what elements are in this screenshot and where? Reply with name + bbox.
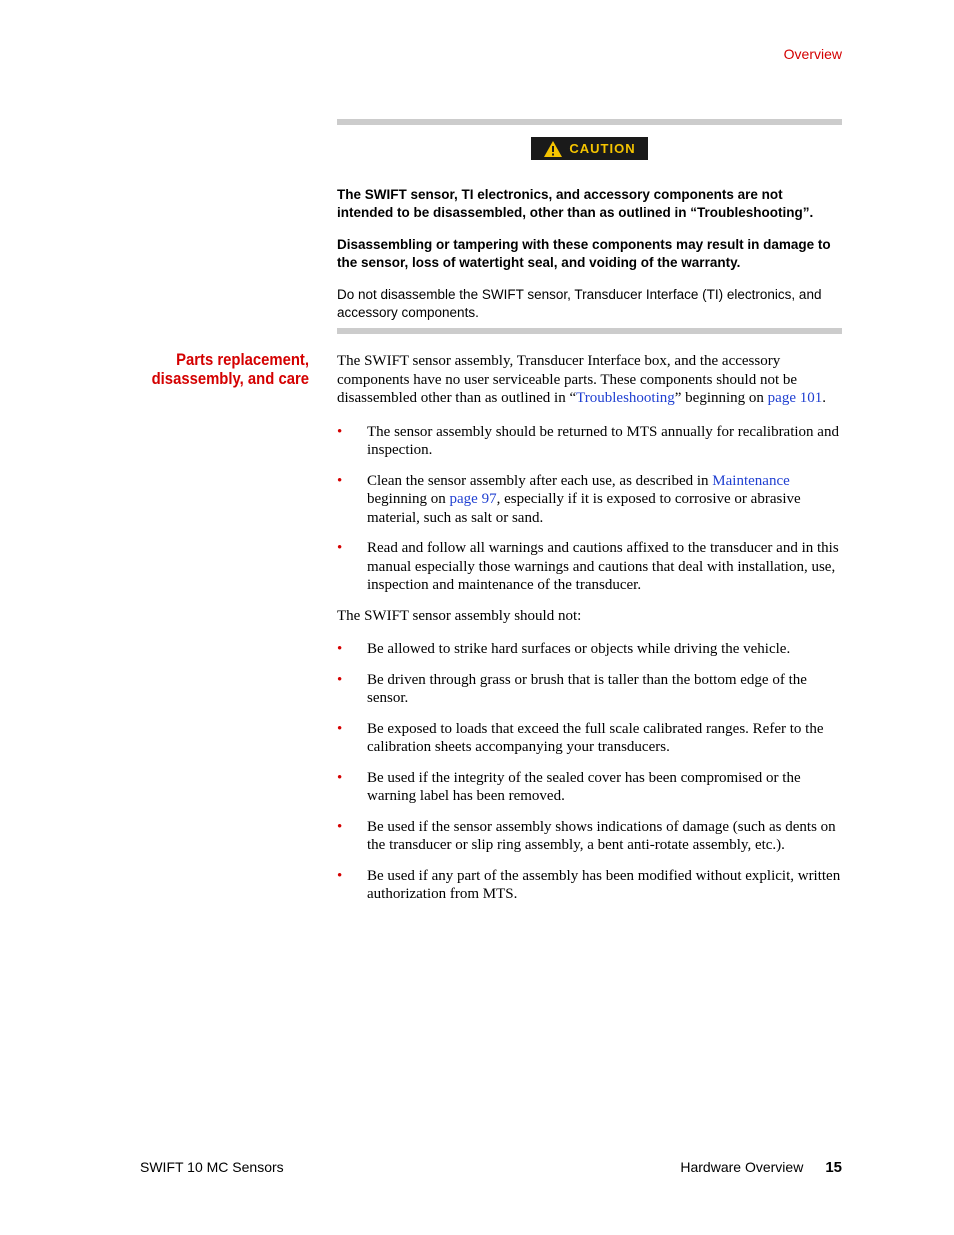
intro-text-c: . — [822, 390, 826, 406]
footer-chapter-title: Hardware Overview — [680, 1159, 804, 1175]
intro-paragraph — [337, 352, 842, 408]
page-number: 15 — [825, 1159, 842, 1176]
caution-top-rule — [337, 119, 842, 125]
list-item — [337, 472, 842, 528]
maintenance-link[interactable]: Maintenance — [712, 472, 790, 489]
list-item — [337, 539, 842, 595]
page-97-link[interactable]: page 97 — [449, 491, 497, 507]
caution-paragraph-3: Do not disassemble the SWIFT sensor, Transducer Interface (TI) electronics, and accessory components. — [337, 287, 822, 320]
caution-paragraph-2: Disassembling or tampering with these components may result in damage to the sensor, loss of watertight seal, and voiding of the warranty. — [337, 237, 831, 270]
section-heading-line-1: Parts replacement, — [176, 351, 309, 369]
list-item-text: Read and follow all warnings and cautions affixed to the transducer and in this manual especially those warnings and cautions that deal with installation, use, inspection and maintenance of the transducer. — [367, 540, 839, 593]
troubleshooting-link[interactable]: Troubleshooting — [576, 390, 675, 406]
warning-triangle-icon — [543, 140, 563, 158]
list-item — [337, 423, 842, 460]
bullet-icon: • — [337, 423, 343, 440]
page-101-link[interactable]: page 101 — [767, 390, 823, 406]
section-body — [337, 352, 842, 916]
caution-body — [337, 186, 842, 336]
list-item-text: Be driven through grass or brush that is taller than the bottom edge of the sensor. — [367, 671, 807, 706]
footer-document-title: SWIFT 10 MC Sensors — [140, 1159, 284, 1175]
list-item — [337, 769, 842, 806]
list-item — [337, 818, 842, 855]
bullet-icon: • — [337, 671, 343, 688]
footer-chapter — [680, 1159, 842, 1176]
bullet-icon: • — [337, 540, 343, 556]
list-item — [337, 867, 842, 904]
intro-text-b: ” beginning on — [674, 390, 768, 406]
list-item-text: Be exposed to loads that exceed the full scale calibrated ranges. Refer to the calibration sheets accompanying your transducers. — [367, 720, 824, 755]
should-not-list — [337, 640, 842, 904]
caution-badge — [531, 137, 648, 160]
list-item-text: Be used if the sensor assembly shows indications of damage (such as dents on the transducer or slip ring assembly, a bent anti-rotate assembly, etc.). — [367, 818, 836, 853]
caution-bottom-rule — [337, 328, 842, 334]
section-heading — [139, 351, 309, 389]
bullet-icon: • — [337, 867, 343, 884]
list-item — [337, 640, 842, 659]
bullet-icon: • — [337, 818, 343, 835]
list-item-text: The sensor assembly should be returned to MTS annually for recalibration and inspection. — [367, 423, 839, 458]
bullet-icon: • — [337, 720, 343, 737]
list-item-text: Be used if the integrity of the sealed cover has been compromised or the warning label has been removed. — [367, 769, 801, 804]
bullet-icon: • — [337, 641, 343, 657]
caution-label: CAUTION — [569, 141, 636, 156]
caution-paragraph-1: The SWIFT sensor, TI electronics, and accessory components are not intended to be disassembled, other than as outlined in “Troubleshooting”. — [337, 187, 814, 220]
list-item — [337, 671, 842, 708]
bullet-icon: • — [337, 769, 343, 786]
section-heading-line-2: disassembly, and care — [151, 370, 309, 388]
list-item-text-b: beginning on — [367, 491, 450, 507]
running-header-section: Overview — [783, 46, 842, 62]
list-item-text: Be used if any part of the assembly has been modified without explicit, written authorization from MTS. — [367, 867, 841, 902]
list-item-text-c: , especially if it is exposed to corrosive or abrasive material, such as salt or sand. — [367, 491, 801, 526]
care-list — [337, 423, 842, 595]
intro-text-a: The SWIFT sensor assembly, Transducer Interface box, and the accessory components have no user serviceable parts. These components should not be disassembled other than as outlined in “ — [337, 353, 798, 406]
should-not-paragraph: The SWIFT sensor assembly should not: — [337, 607, 582, 624]
list-item-text: Be allowed to strike hard surfaces or objects while driving the vehicle. — [367, 641, 791, 657]
list-item-text-a: Clean the sensor assembly after each use, as described in — [367, 472, 713, 489]
list-item — [337, 720, 842, 757]
bullet-icon: • — [337, 472, 343, 489]
